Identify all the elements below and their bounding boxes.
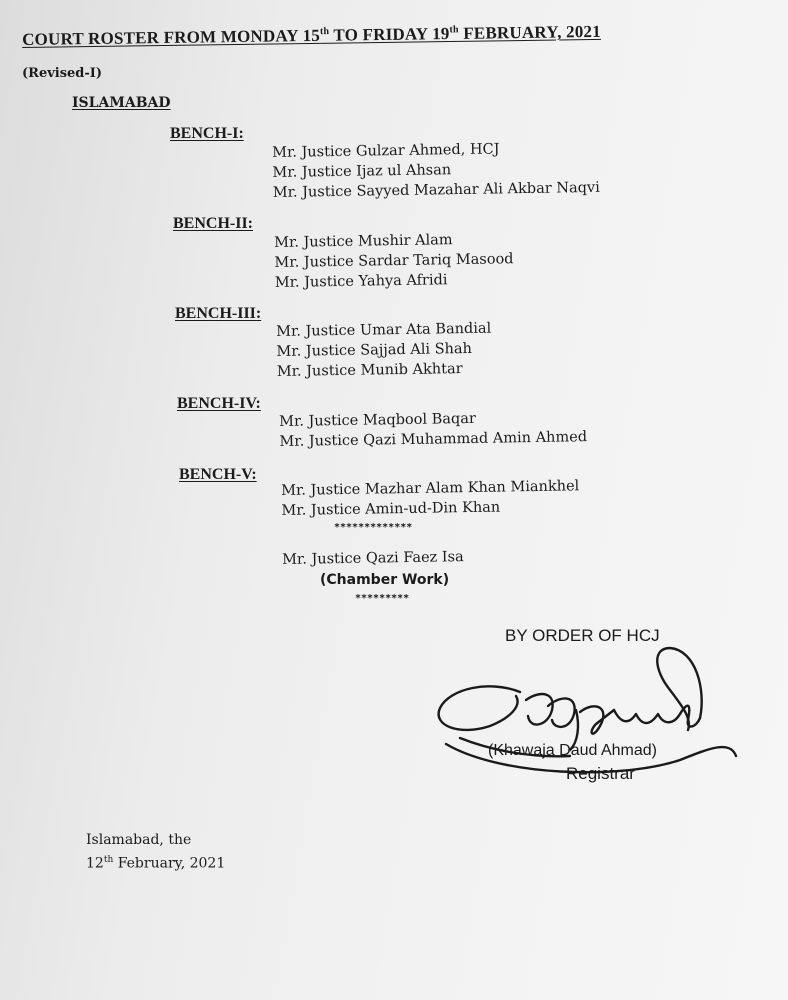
title-text-start: COURT ROSTER FROM MONDAY 15: [22, 25, 321, 49]
judge-name: Mr. Justice Amin-ud-Din Khan: [281, 499, 501, 519]
chamber-work-note: (Chamber Work): [320, 572, 450, 588]
judge-name: Mr. Justice Mushir Alam: [274, 232, 453, 251]
bench-4-judges: [279, 407, 587, 452]
date-rest: February, 2021: [113, 855, 226, 872]
city-heading: ISLAMABAD: [72, 95, 171, 111]
chamber-judge: Mr. Justice Qazi Faez Isa: [282, 549, 464, 568]
bench-1-judges: [272, 138, 600, 203]
judge-name: Mr. Justice Sajjad Ali Shah: [276, 340, 473, 360]
judge-name: Mr. Justice Mazhar Alam Khan Miankhel: [281, 478, 580, 499]
date-day: 12: [86, 855, 104, 872]
judge-name: Mr. Justice Qazi Muhammad Amin Ahmed: [279, 429, 588, 450]
judge-name: Mr. Justice Munib Akhtar: [276, 361, 463, 380]
bench-5-heading: BENCH-V:: [179, 466, 257, 483]
place-line: Islamabad, the: [86, 832, 192, 848]
bench-1-heading: BENCH-I:: [170, 125, 244, 142]
bench-2-judges: [274, 229, 514, 293]
place-and-date: [86, 830, 225, 874]
title-superscript-1: th: [319, 26, 330, 38]
bench-3-heading: BENCH-III:: [175, 305, 262, 322]
separator-stars-2: *********: [355, 593, 410, 604]
bench-5-judges: [281, 476, 580, 521]
title-text-end: FEBRUARY, 2021: [458, 21, 601, 43]
judge-name: Mr. Justice Maqbool Baqar: [279, 410, 476, 430]
judge-name: Mr. Justice Sardar Tariq Masood: [274, 251, 514, 271]
signatory-title: Registrar: [566, 764, 635, 783]
bench-3-judges: [276, 319, 492, 382]
judge-name: Mr. Justice Ijaz ul Ahsan: [272, 162, 452, 181]
order-line: BY ORDER OF HCJ: [505, 626, 660, 645]
judge-name: Mr. Justice Umar Ata Bandial: [276, 320, 492, 340]
bench-2-heading: BENCH-II:: [173, 215, 254, 232]
bench-4-heading: BENCH-IV:: [177, 395, 261, 412]
document-title: [22, 22, 601, 50]
title-text-middle: TO FRIDAY 19: [329, 24, 450, 45]
title-superscript-2: th: [449, 24, 459, 36]
date-line: [86, 850, 225, 874]
judge-name: Mr. Justice Sayyed Mazahar Ali Akbar Naqvi: [272, 179, 600, 201]
separator-stars-1: *************: [334, 522, 413, 533]
date-superscript: th: [103, 855, 114, 865]
judge-name: Mr. Justice Gulzar Ahmed, HCJ: [272, 141, 500, 161]
judge-name: Mr. Justice Yahya Afridi: [274, 272, 448, 291]
signatory-name: (Khawaja Daud Ahmad): [488, 742, 657, 759]
revision-label: (Revised-I): [22, 66, 103, 81]
